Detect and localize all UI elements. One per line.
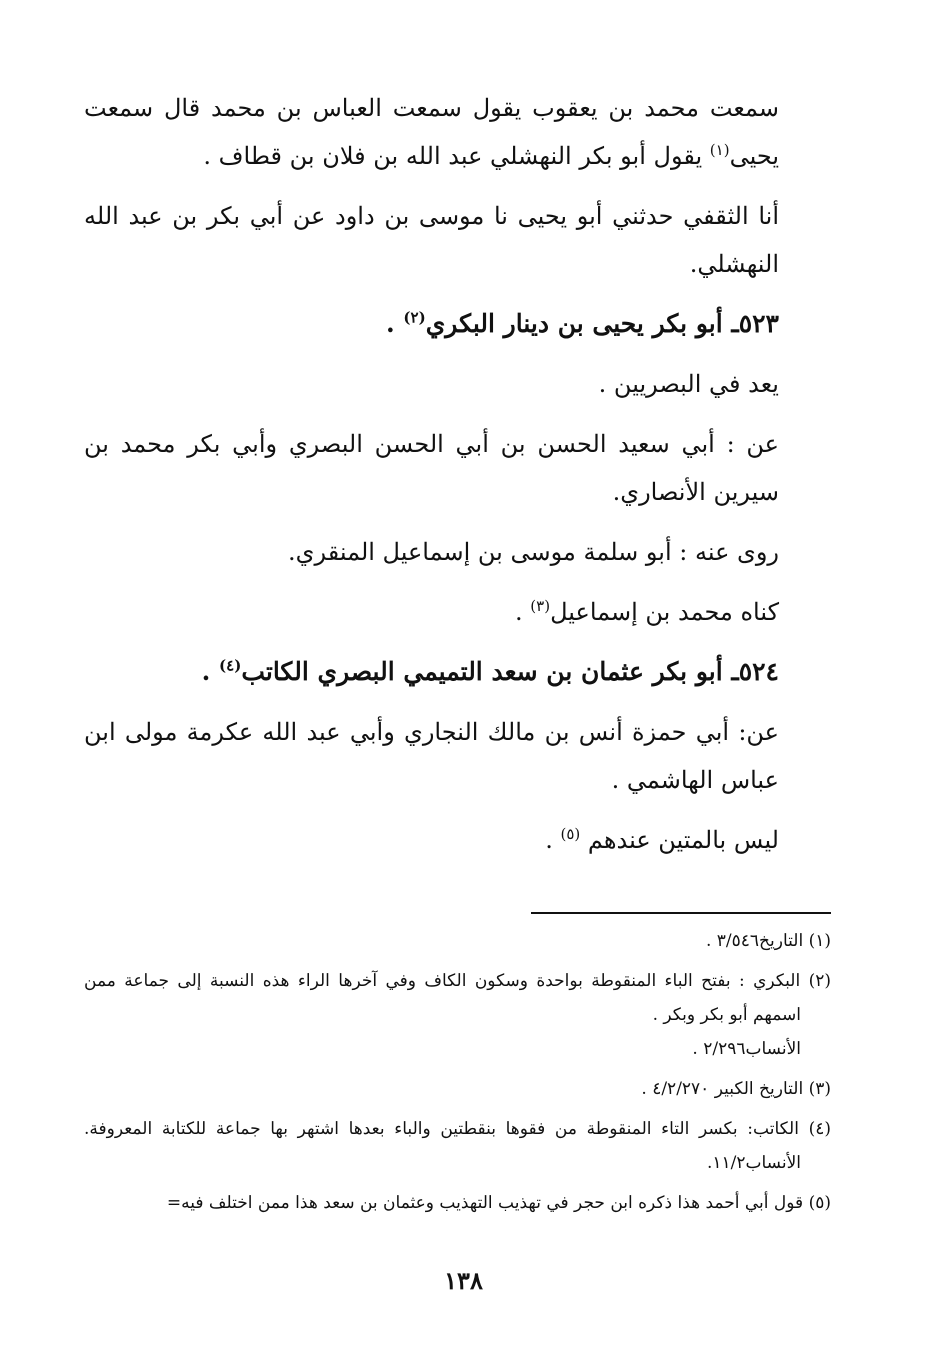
entry-524-grading-tail: .: [545, 826, 561, 854]
footnote-3: (٣) التاريخ الكبير ٤/٢/٢٧٠ .: [641, 1079, 831, 1099]
footnote-ref-1: (١): [709, 141, 730, 159]
footnote-2-source: الأنساب٢/٢٩٦ .: [692, 1039, 801, 1059]
footnotes: [84, 924, 831, 1226]
footnote-ref-5: (٥): [560, 825, 581, 843]
footnote-1: (١) التاريخ٣/٥٤٦ .: [705, 931, 831, 951]
entry-523-title: ٥٢٣ـ أبو بكر يحيى بن دينار البكري: [425, 309, 779, 338]
entry-523-narrators: روى عنه : أبو سلمة موسى بن إسماعيل المنقري.: [288, 538, 779, 566]
footnote-5: (٥) قول أبي أحمد هذا ذكره ابن حجر في تهذيب التهذيب وعثمان بن سعد هذا ممن اختلف فيه=: [166, 1193, 831, 1213]
entry-524-grading-text: ليس بالمتين عندهم: [580, 826, 779, 854]
entry-524-grading: [84, 816, 831, 864]
entry-523-teachers: عن : أبي سعيد الحسن بن أبي الحسن البصري وأبي بكر محمد بن سيرين الأنصاري.: [84, 430, 779, 506]
entry-524-tail: .: [201, 657, 220, 686]
footnote-2: [84, 964, 831, 1066]
paragraph-2: أنا الثقفي حدثني أبو يحيى نا موسى بن داود عن أبي بكر بن عبد الله النهشلي.: [84, 202, 779, 278]
entry-524-title: ٥٢٤ـ أبو بكر عثمان بن سعد التميمي البصري الكاتب: [241, 657, 779, 686]
entry-523-kunya-text: كناه محمد بن إسماعيل: [550, 598, 779, 626]
footnote-ref-2: (٢): [403, 308, 426, 327]
footnote-4: (٤) الكاتب: بكسر التاء المنقوطة من فقوها بنقطتين والباء بعدها اشتهر بها جماعة للكتابة المعروفة. الأنساب١١/٢.: [84, 1119, 831, 1173]
footnote-ref-3: (٣): [530, 597, 551, 615]
paragraph-1-line-2a: يحيى: [729, 142, 779, 170]
entry-523-residence: يعد في البصريين .: [598, 370, 779, 398]
paragraph-1-line-1: سمعت محمد بن يعقوب يقول سمعت العباس بن محمد قال سمعت: [84, 94, 779, 122]
entry-523-kunya-tail: .: [515, 598, 531, 626]
entry-523-tail: .: [386, 309, 404, 338]
entry-523-heading: [84, 300, 831, 348]
main-text: [84, 84, 831, 864]
paragraph-1-line-2b: يقول أبو بكر النهشلي عبد الله بن فلان بن قطاف .: [203, 142, 710, 170]
footnote-ref-4: (٤): [219, 656, 242, 675]
entry-524-teachers: عن: أبي حمزة أنس بن مالك النجاري وأبي عبد الله عكرمة مولى ابن عباس الهاشمي .: [84, 718, 779, 794]
footnote-separator: [531, 912, 831, 914]
entry-524-heading: [84, 648, 831, 696]
page-number: ١٣٨: [444, 1266, 483, 1295]
entry-523-kunya: [84, 588, 831, 636]
paragraph-1: [84, 84, 831, 180]
footnote-2-text: (٢) البكري : بفتح الباء المنقوطة بواحدة وسكون الكاف وفي آخرها الراء هذه النسبة إلى جماعة ممن اسمهم أبو بكر وبكر .: [84, 971, 831, 1025]
